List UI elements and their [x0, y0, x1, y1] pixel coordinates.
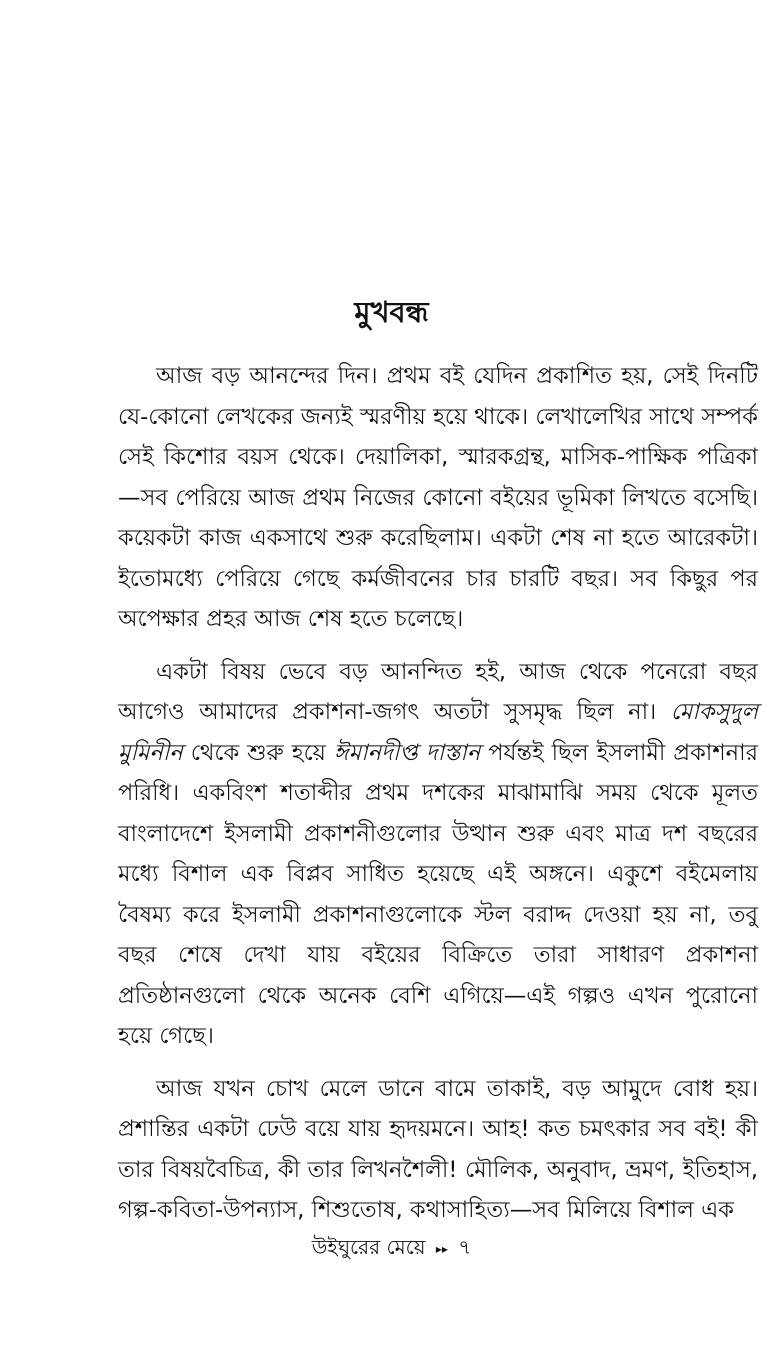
footer-book-title: উইঘুরের মেয়ে — [311, 1235, 426, 1259]
page-number: ৭ — [458, 1235, 472, 1259]
book-title-2: ঈমানদীপ্ত দাস্তান — [333, 739, 481, 766]
paragraph-2-text-1: একটা বিষয় ভেবে বড় আনন্দিত হই, আজ থেকে পনেরো বছর আগেও আমাদের প্রকাশনা-জগৎ অতটা সুসমৃদ্ধ ছিল না। — [118, 658, 758, 725]
footer-separator: ▸▸ — [435, 1241, 448, 1256]
page-footer — [0, 1232, 783, 1264]
paragraph-1: আজ বড় আনন্দের দিন। প্রথম বই যেদিন প্রকাশিত হয়, সেই দিনটি যে-কোনো লেখকের জন্যই স্মরণীয় হয়ে থাকে। লেখালেখির সাথে সম্পর্ক সেই কিশোর বয়স থেকে। দেয়ালিকা, স্মারকগ্রন্থ, মাসিক-পাক্ষিক পত্রিকা—সব পেরিয়ে আজ প্রথম নিজের কোনো বইয়ের ভূমিকা লিখতে বসেছি। কয়েকটা কাজ একসাথে শুরু করেছিলাম। একটা শেষ না হতে আরেকটা। ইতোমধ্যে পেরিয়ে গেছে কর্মজীবনের চার চারটি বছর। সব কিছুর পর অপেক্ষার প্রহর আজ শেষ হতে চলেছে। — [118, 363, 758, 632]
book-title-1: মোকসুদুল মুমিনীন — [118, 699, 758, 766]
paragraph-2-text-2: থেকে শুরু হয়ে — [182, 739, 334, 766]
body-text — [118, 356, 758, 1243]
paragraph-3: আজ যখন চোখ মেলে ডানে বামে তাকাই, বড় আমুদে বোধ হয়। প্রশান্তির একটা ঢেউ বয়ে যায় হৃদয়মনে। আহ! কত চমৎকার সব বই! কী তার বিষয়বৈচিত্র, কী তার লিখনশৈলী! মৌলিক, অনুবাদ, ভ্রমণ, ইতিহাস, গল্প-কবিতা-উপন্যাস, শিশুতোষ, কথাসাহিত্য—সব মিলিয়ে বিশাল এক — [118, 1075, 758, 1223]
paragraph-2-text-3: পর্যন্তই ছিল ইসলামী প্রকাশনার পরিধি। একবিংশ শতাব্দীর প্রথম দশকের মাঝামাঝি সময় থেকে মূলত বাংলাদেশে ইসলামী প্রকাশনীগুলোর উত্থান শুরু এবং মাত্র দশ বছরের মধ্যে বিশাল এক বিপ্লব সাধিত হয়েছে এই অঙ্গনে। একুশে বইমেলায় বৈষম্য করে ইসলামী প্রকাশনাগুলোকে স্টল বরাদ্দ দেওয়া হয় না, তবু বছর শেষে দেখা যায় বইয়ের বিক্রিতে তারা সাধারণ প্রকাশনা প্রতিষ্ঠানগুলো থেকে অনেক বেশি এগিয়ে—এই গল্পও এখন পুরোনো হয়ে গেছে। — [118, 739, 758, 1049]
chapter-heading: মুখবন্ধ — [354, 295, 429, 329]
paragraph-2 — [118, 652, 758, 1057]
